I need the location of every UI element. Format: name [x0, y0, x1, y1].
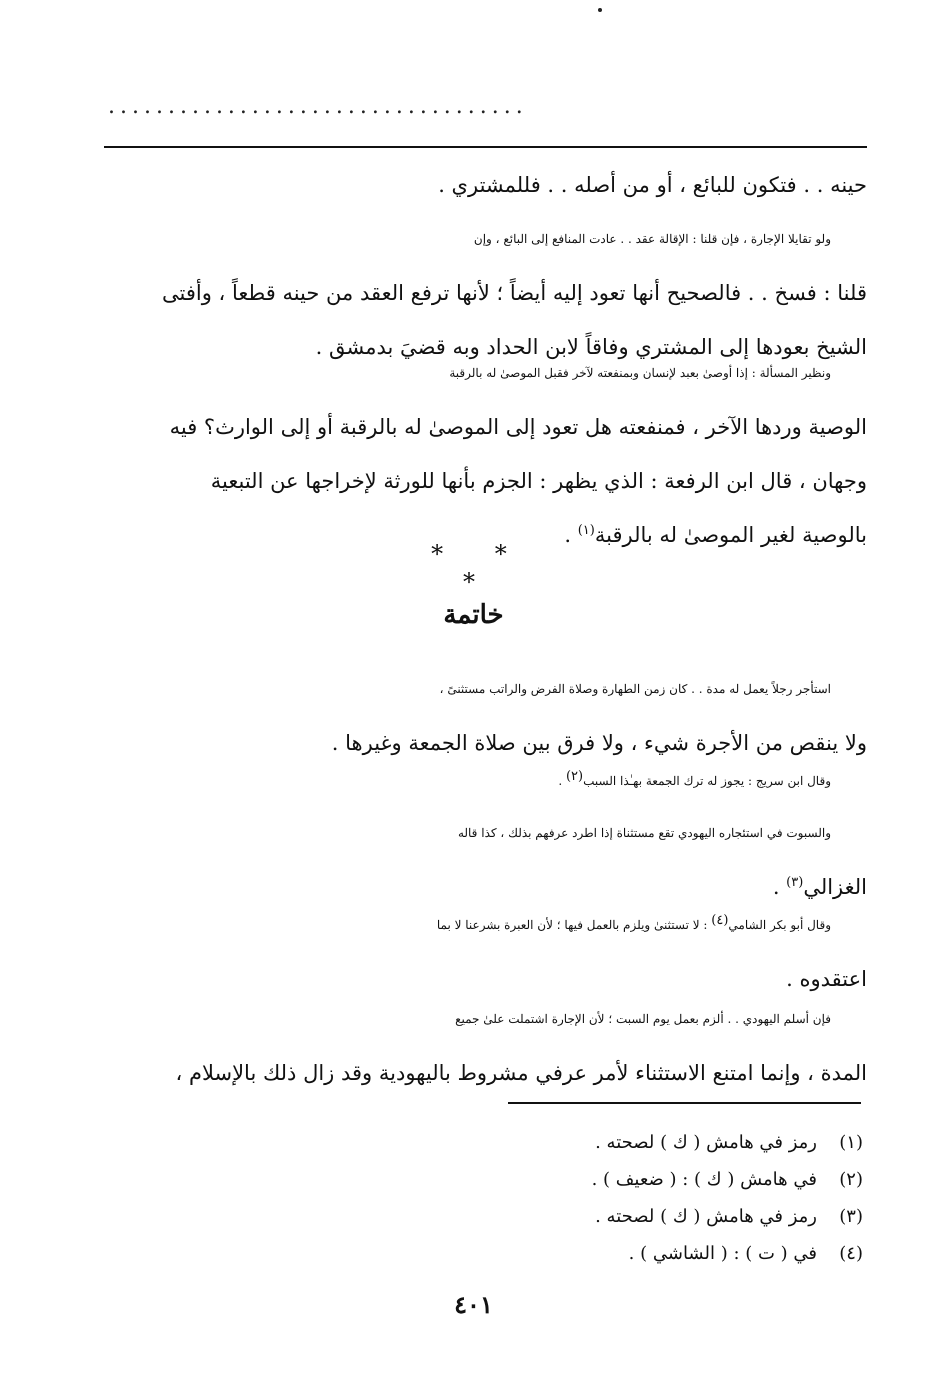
text-fragment: .: [772, 875, 787, 899]
text-line: والسبوت في استئجاره اليهودي تقع مستثناة إذا اطرد عرفهم بذلك ، كذا قاله: [457, 826, 831, 840]
text-line: الشيخ بعودها إلى المشتري وفاقاً لابن الحداد وبه قضيَ بدمشق .: [315, 335, 867, 359]
text-line-with-ref: [96, 898, 867, 952]
footnote-ref-3: (٣): [786, 875, 804, 890]
footnote-item: [592, 1198, 863, 1235]
footnote-text: في ( ت ) : ( الشاشي ) .: [628, 1243, 817, 1264]
top-dot: [598, 8, 602, 12]
paragraph-continuation: [96, 158, 867, 212]
text-line: قلنا : فسخ . . فالصحيح أنها تعود إليه أيضاً ؛ لأنها ترفع العقد من حينه قطعاً ، وأفتى: [162, 281, 867, 305]
text-line: ولا ينقص من الأجرة شيء ، ولا فرق بين صلاة الجمعة وغيرها .: [331, 731, 867, 755]
text-line: الوصية وردها الآخر ، فمنفعته هل تعود إلى الموصىٰ له بالرقبة أو إلى الوارث؟ فيه: [169, 415, 867, 439]
page-number: ٤٠١: [454, 1290, 493, 1319]
footnote-text: رمز في هامش ( ك ) لصحته .: [595, 1206, 817, 1227]
footnote-item: [592, 1235, 863, 1272]
section-title: خاتمة: [443, 600, 504, 630]
footnotes: [592, 1124, 863, 1272]
text-fragment: وقال أبو بكر الشامي: [728, 918, 831, 932]
footnote-text: في هامش ( ك ) : ( ضعيف ) .: [591, 1169, 817, 1190]
text-fragment: : لا تستثنىٰ ويلزم بالعمل فيها ؛ لأن العبرة بشرعنا لا بما: [436, 918, 712, 932]
paragraph-ibn-surayj: [96, 754, 867, 808]
footnote-text: رمز في هامش ( ك ) لصحته .: [595, 1132, 817, 1153]
footnote-number: (٢): [839, 1169, 863, 1190]
text-fragment: .: [564, 523, 578, 547]
text-fragment: .: [558, 774, 566, 788]
text-line: ونظير المسألة : إذا أوصىٰ بعبد لإنسان وبمنفعته لآخر فقبل الموصىٰ له بالرقبة: [449, 366, 831, 380]
footnote-rule: [508, 1102, 861, 1104]
paragraph-shami: [96, 898, 867, 1006]
text-line: وجهان ، قال ابن الرفعة : الذي يظهر : الجزم بأنها للورثة لإخراجها عن التبعية: [210, 469, 867, 493]
text-fragment: وقال ابن سريج : يجوز له ترك الجمعة بهـٰذا السبب: [583, 774, 831, 788]
section-separator: * * *: [431, 540, 529, 596]
paragraph-aslam: [96, 992, 867, 1100]
text-fragment: بالوصية لغير الموصىٰ له بالرقبة: [594, 523, 867, 547]
footnote-item: [592, 1124, 863, 1161]
footnote-item: [592, 1161, 863, 1198]
footnote-ref-2: (٢): [565, 769, 584, 784]
footnote-ref-1: (١): [577, 523, 595, 538]
text-line: المدة ، وإنما امتنع الاستثناء لأمر عرفي مشروط باليهودية وقد زال ذلك بالإسلام ،: [175, 1061, 867, 1085]
footnote-ref-4: (٤): [711, 913, 729, 928]
text-line: اعتقدوه .: [786, 967, 867, 991]
header-dot-leader: ...................................: [108, 94, 528, 119]
footnote-number: (١): [839, 1132, 863, 1153]
text-line: استأجر رجلاً يعمل له مدة . . كان زمن الطهارة وصلاة الفرض والراتب مستثنىً ،: [439, 682, 831, 696]
text-line: فإن أسلم اليهودي . . ألزم بعمل يوم السبت ؛ لأن الإجارة اشتملت علىٰ جميع: [455, 1012, 831, 1026]
text-line: ولو تقايلا الإجارة ، فإن قلنا : الإقالة عقد . . عادت المنافع إلى البائع ، وإن: [473, 232, 831, 246]
header-rule: [104, 146, 867, 148]
paragraph-nazir: [96, 346, 867, 562]
footnote-number: (٤): [839, 1243, 863, 1264]
footnote-number: (٣): [839, 1206, 863, 1227]
text-line: حينه . . فتكون للبائع ، أو من أصله . . فللمشتري .: [438, 173, 867, 197]
text-fragment: الغزالي: [803, 875, 867, 899]
text-line-with-ref: [96, 754, 867, 808]
